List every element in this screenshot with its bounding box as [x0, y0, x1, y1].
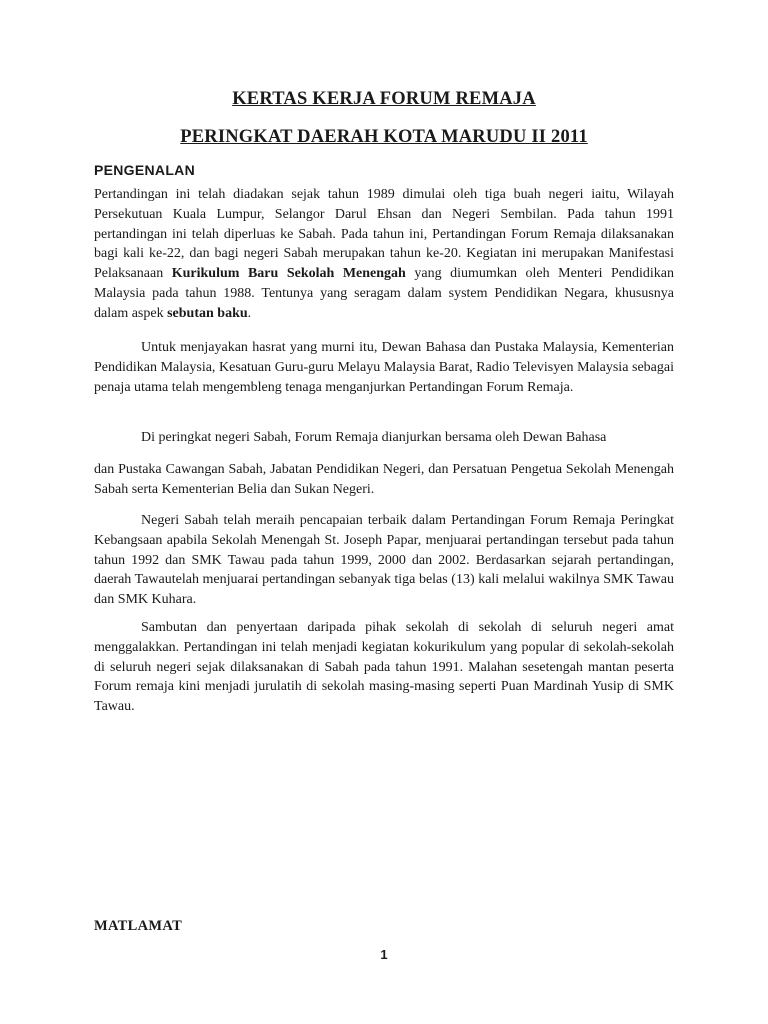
bold-term-standard-pronunciation: sebutan baku — [167, 305, 248, 321]
page-number: 1 — [380, 947, 388, 962]
paragraph-participation: Sambutan dan penyertaan daripada pihak sekolah di sekolah di seluruh negeri amat menggalakkan. Pertandingan ini telah menjadi kegiatan kokurikulum yang popular di sekolah-sekolah di seluruh negeri sejak dilaksanakan di Sabah pada tahun 1991. Malahan sesetengah mantan peserta Forum remaja kini menjadi jurulatih di sekolah masing-masing seperti Puan Mardinah Yusip di SMK Tawau. — [94, 620, 674, 715]
paragraph-text: . — [247, 305, 252, 321]
paragraph-text: Pertandingan ini telah diadakan sejak tahun 1989 dimulai oleh tiga buah negeri iaitu, Wilayah Persekutuan Kuala Lumpur, Selangor Darul Ehsan dan Negeri Sembilan. Pada tahun 1991 pertandingan ini telah diperluas ke Sabah. Pada tahun ini, Pertandingan Forum Remaja dilaksanakan bagi kali ke-22, dan bagi negeri Sabah merupakan tahun ke-20. Kegiatan ini merupakan Manifestasi Pelaksanaan — [94, 187, 674, 282]
paragraph-achievements: Negeri Sabah telah meraih pencapaian terbaik dalam Pertandingan Forum Remaja Peringkat Kebangsaan apabila Sekolah Menengah St. Joseph Papar, menjuarai pertandingan tersebut pada tahun tahun 1992 dan SMK Tawau pada tahun 1999, 2000 dan 2002. Berdasarkan sejarah pertandingan, daerah Tawautelah menjuarai pertandingan sebanyak tiga belas (13) kali melalui wakilnya SMK Tawau dan SMK Kuhara. — [94, 513, 674, 608]
document-subtitle: PERINGKAT DAERAH KOTA MARUDU II 2011 — [180, 127, 588, 147]
paragraph-organizers: Untuk menjayakan hasrat yang murni itu, Dewan Bahasa dan Pustaka Malaysia, Kementerian Pendidikan Malaysia, Kesatuan Guru-guru Melayu Malaysia Barat, Radio Televisyen Malaysia sebagai penaja utama telah mengembleng tenaga menganjurkan Pertandingan Forum Remaja. — [94, 340, 674, 395]
paragraph-intro — [94, 185, 674, 324]
document-title: KERTAS KERJA FORUM REMAJA — [232, 89, 536, 109]
section-heading-goal: MATLAMAT — [94, 918, 183, 934]
paragraph-text: yang diumumkan oleh Menteri Pendidikan Malaysia pada tahun 1988. Tentunya yang seragam dalam system Pendidikan Negara, khususnya dalam aspek — [94, 266, 674, 321]
section-heading-intro: PENGENALAN — [94, 162, 196, 178]
paragraph-sabah-level: Di peringkat negeri Sabah, Forum Remaja dianjurkan bersama oleh Dewan Bahasa — [141, 430, 607, 445]
paragraph-sabah-organizers: dan Pustaka Cawangan Sabah, Jabatan Pendidikan Negeri, dan Persatuan Pengetua Sekolah Menengah Sabah serta Kementerian Belia dan Sukan Negeri. — [94, 462, 674, 497]
bold-term-curriculum: Kurikulum Baru Sekolah Menengah — [171, 266, 406, 282]
